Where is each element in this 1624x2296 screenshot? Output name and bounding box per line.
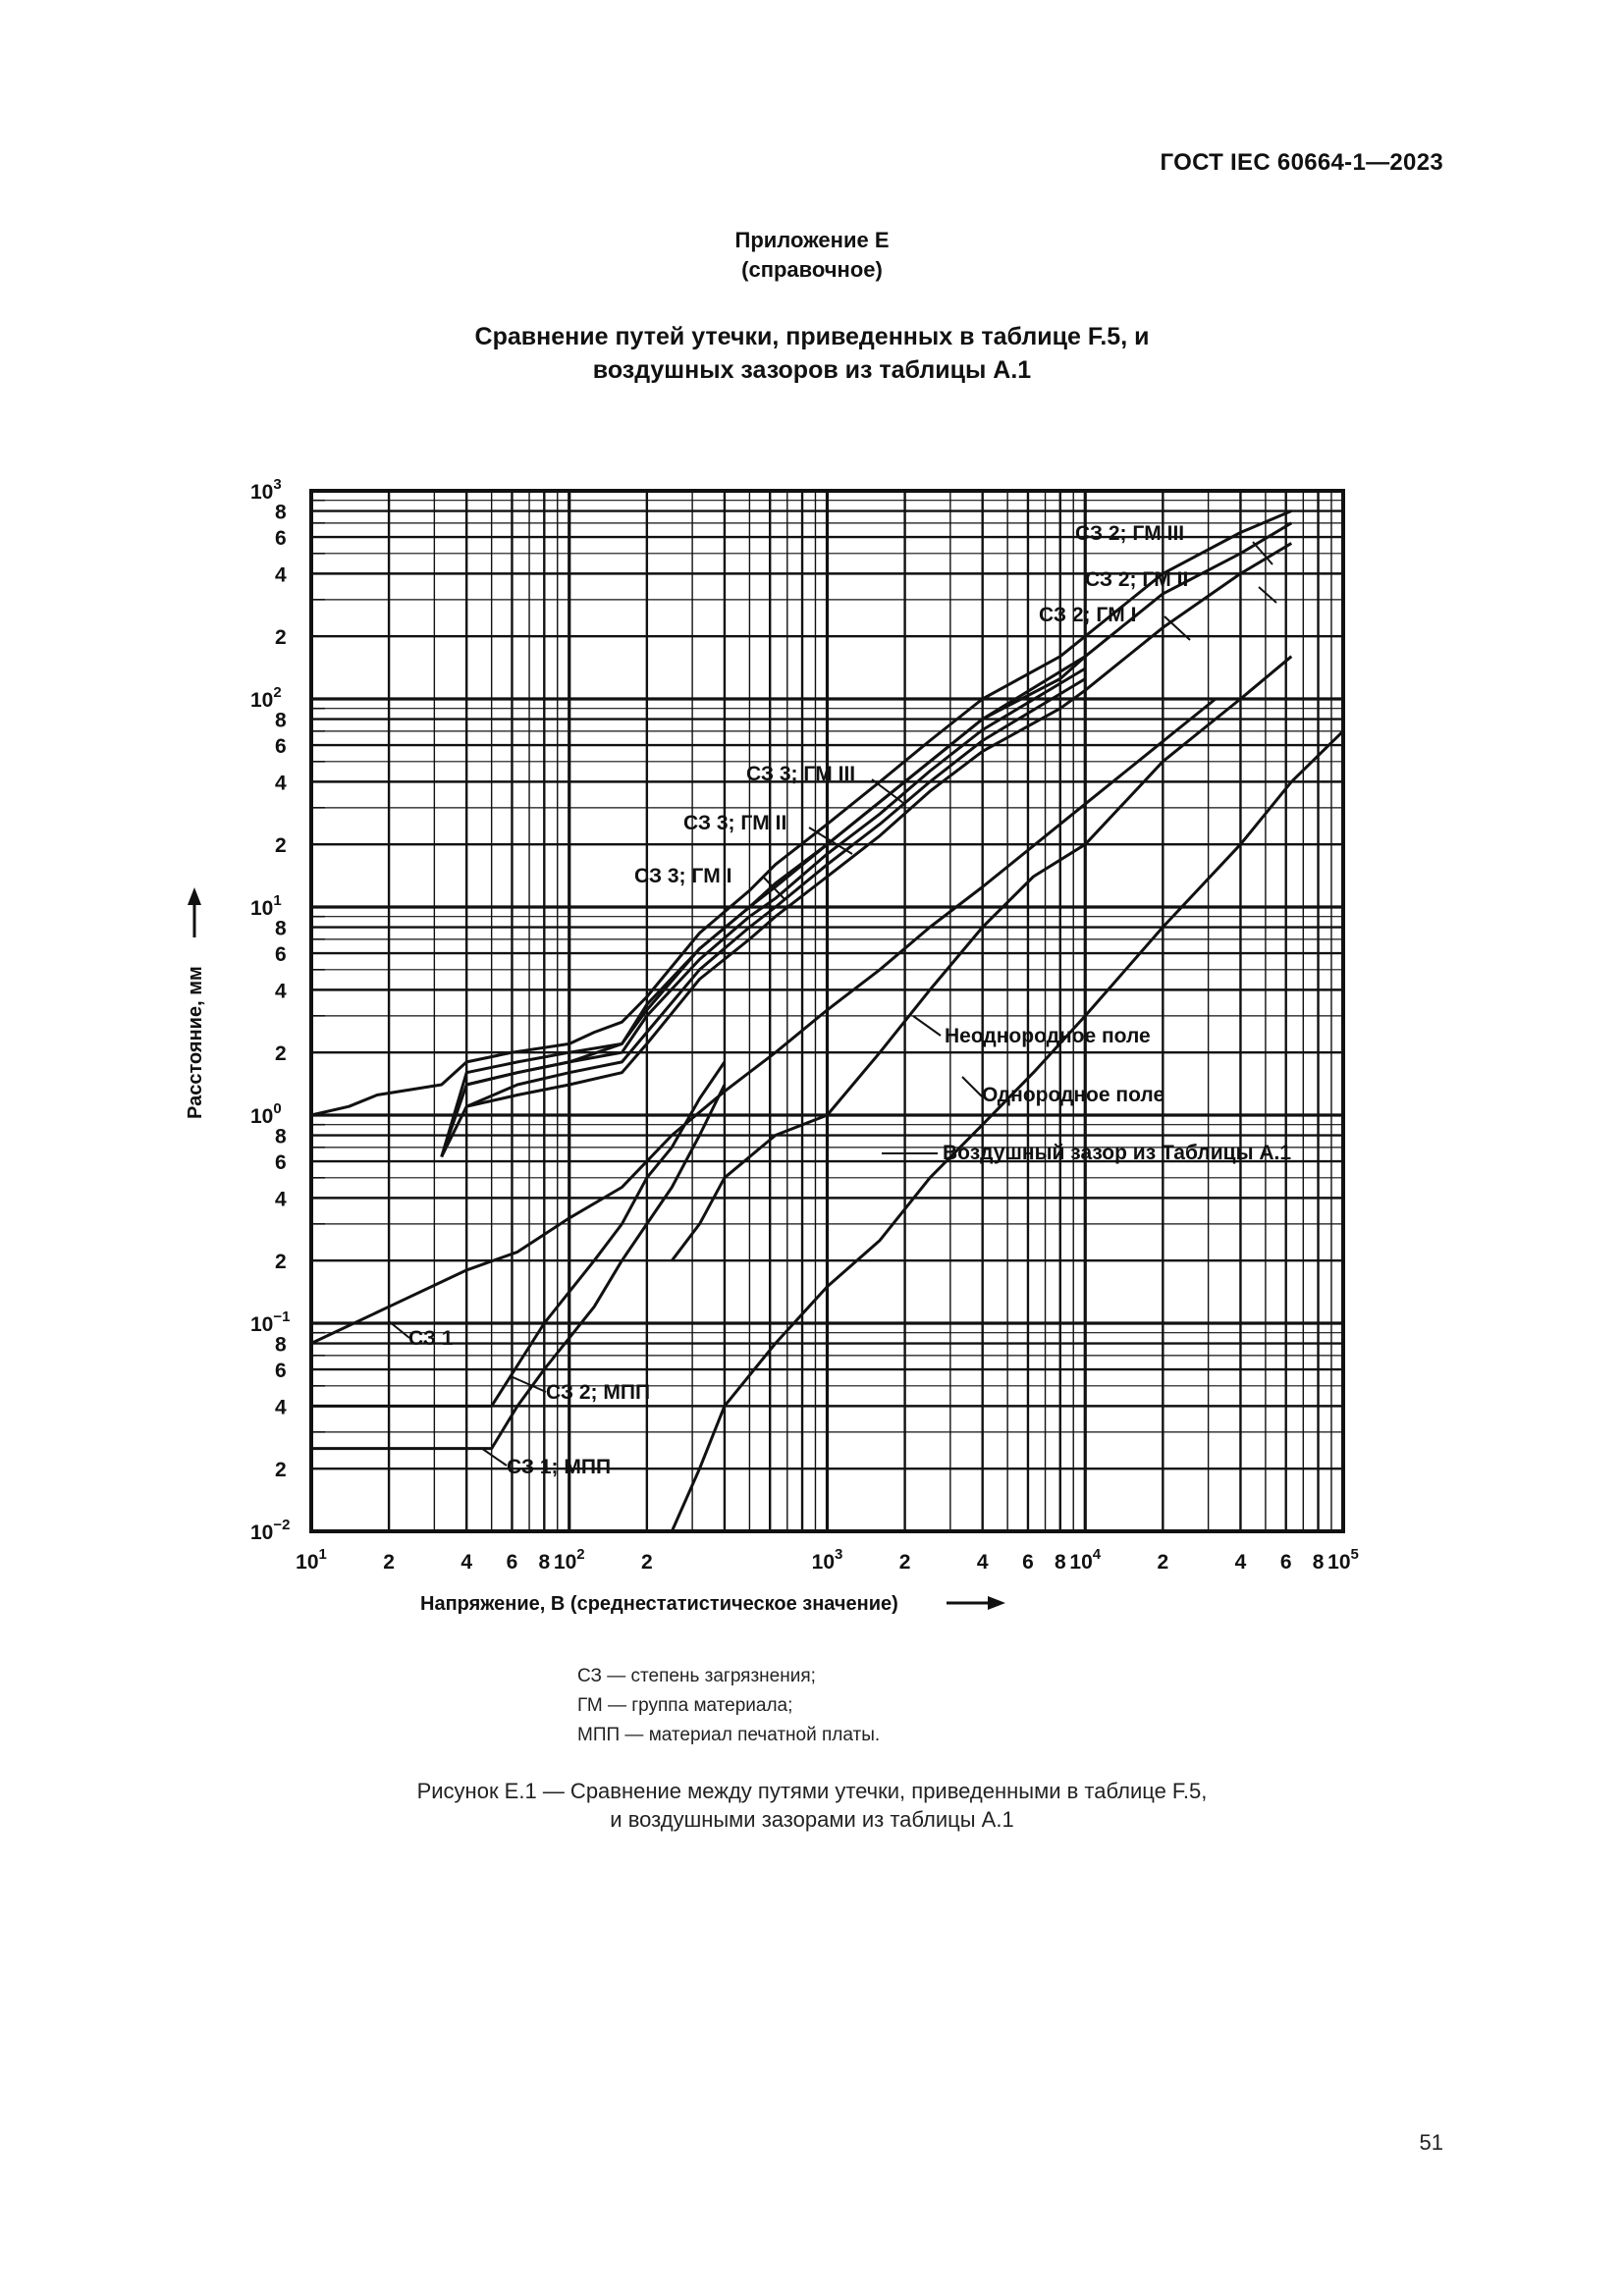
label-air-gap: Воздушный зазор из Таблицы А.1: [943, 1142, 1292, 1164]
legend-item-mpp: МПП — материал печатной платы.: [577, 1725, 881, 1745]
label-leader-line: [962, 1077, 982, 1096]
x-tick-label: 4: [976, 1551, 989, 1574]
y-tick-label: 8: [275, 1333, 287, 1357]
x-axis-title: Напряжение, В (среднестатистическое значение): [420, 1593, 898, 1615]
y-tick-label: 2: [275, 1459, 287, 1482]
y-tick-label: $10^0$: [250, 1100, 282, 1128]
y-tick-label: 6: [275, 527, 287, 551]
y-axis-title: Расстояние, мм: [185, 966, 206, 1119]
label-sz3-gm3: СЗ 3; ГМ III: [746, 763, 856, 785]
curve-labels: [408, 522, 1291, 1478]
x-tick-label: 8: [538, 1551, 551, 1574]
x-tick-label: 6: [506, 1551, 518, 1574]
label-sz2-gm2: СЗ 2; ГМ II: [1085, 568, 1189, 591]
y-tick-label: 8: [275, 1125, 287, 1148]
x-tick-label: 2: [1157, 1551, 1169, 1574]
label-sz3-gm2: СЗ 3; ГМ II: [683, 812, 787, 834]
y-tick-label: 6: [275, 943, 287, 967]
series-9-line: [311, 1085, 725, 1449]
figure-caption: [0, 1777, 1624, 1834]
axis-titles: [185, 887, 1005, 1615]
y-tick-label: 8: [275, 709, 287, 732]
y-tick-label: $10^2$: [250, 684, 282, 712]
abbreviations-legend: [577, 1662, 880, 1750]
y-tick-label: 4: [275, 772, 287, 795]
label-uniform-field: Однородное поле: [982, 1084, 1165, 1106]
leader-lines: [389, 542, 1276, 1466]
y-tick-label: 4: [275, 1188, 287, 1211]
label-sz1: СЗ 1: [408, 1327, 454, 1350]
y-tick-label: 2: [275, 1251, 287, 1274]
x-tick-labels: [296, 1546, 1359, 1574]
y-tick-label: 6: [275, 1360, 287, 1383]
y-tick-label: 8: [275, 501, 287, 524]
caption-line-1: Рисунок Е.1 — Сравнение между путями утечки, приведенными в таблице F.5,: [416, 1779, 1208, 1803]
x-tick-label: 2: [641, 1551, 653, 1574]
x-tick-label: $10^3$: [811, 1546, 843, 1574]
annex-status: (справочное): [741, 257, 883, 282]
y-tick-label: 4: [275, 1396, 287, 1419]
y-tick-label: 2: [275, 1042, 287, 1066]
y-tick-label: 4: [275, 563, 287, 587]
caption-line-2: и воздушными зазорами из таблицы А.1: [610, 1807, 1014, 1832]
x-tick-label: 8: [1054, 1551, 1066, 1574]
label-leader-line: [913, 1016, 941, 1036]
y-tick-labels: [250, 476, 290, 1544]
y-tick-label: $10^3$: [250, 476, 282, 504]
x-tick-label: 4: [460, 1551, 473, 1574]
label-nonuniform-field: Неоднородное поле: [945, 1025, 1151, 1047]
y-axis-arrow: [188, 887, 201, 937]
label-leader-line: [872, 779, 903, 803]
x-tick-label: $10^4$: [1069, 1546, 1102, 1574]
y-tick-label: $10^1$: [250, 892, 282, 920]
x-tick-label: 2: [898, 1551, 911, 1574]
x-tick-label: $10^5$: [1327, 1546, 1359, 1574]
label-leader-line: [481, 1448, 507, 1466]
y-tick-label: 6: [275, 1151, 287, 1175]
y-tick-label: 4: [275, 980, 287, 1003]
label-leader-line: [1259, 587, 1276, 603]
heading-line-2: воздушных зазоров из таблицы А.1: [592, 356, 1032, 384]
label-sz2-gm1: СЗ 2; ГМ I: [1039, 604, 1137, 626]
legend-item-gm: ГМ — группа материала;: [577, 1695, 793, 1716]
label-sz2-gm3: СЗ 2; ГМ III: [1075, 522, 1185, 545]
label-sz3-gm1: СЗ 3; ГМ I: [634, 865, 732, 887]
document-code: ГОСТ IEC 60664-1—2023: [1160, 149, 1443, 176]
legend-item-sz: СЗ — степень загрязнения;: [577, 1666, 816, 1686]
x-tick-label: 6: [1022, 1551, 1034, 1574]
x-tick-label: 2: [383, 1551, 395, 1574]
page-number: 51: [1419, 2130, 1443, 2155]
x-tick-label: $10^2$: [553, 1546, 585, 1574]
label-sz1-mpp: СЗ 1; МПП: [507, 1456, 612, 1478]
x-tick-label: 6: [1279, 1551, 1292, 1574]
y-tick-label: $10^{-1}$: [250, 1308, 291, 1336]
annex-title: Приложение Е: [734, 228, 890, 252]
y-tick-label: 2: [275, 626, 287, 650]
y-tick-label: 6: [275, 735, 287, 759]
x-tick-label: $10^1$: [296, 1546, 327, 1574]
y-tick-label: 2: [275, 834, 287, 858]
label-sz2-mpp: СЗ 2; МПП: [546, 1381, 651, 1404]
x-tick-label: 8: [1312, 1551, 1325, 1574]
y-tick-label: $10^{-2}$: [250, 1517, 291, 1544]
x-tick-label: 4: [1234, 1551, 1247, 1574]
y-tick-label: 8: [275, 917, 287, 940]
heading-line-1: Сравнение путей утечки, приведенных в таблице F.5, и: [474, 323, 1150, 350]
x-axis-arrow: [947, 1596, 1005, 1610]
